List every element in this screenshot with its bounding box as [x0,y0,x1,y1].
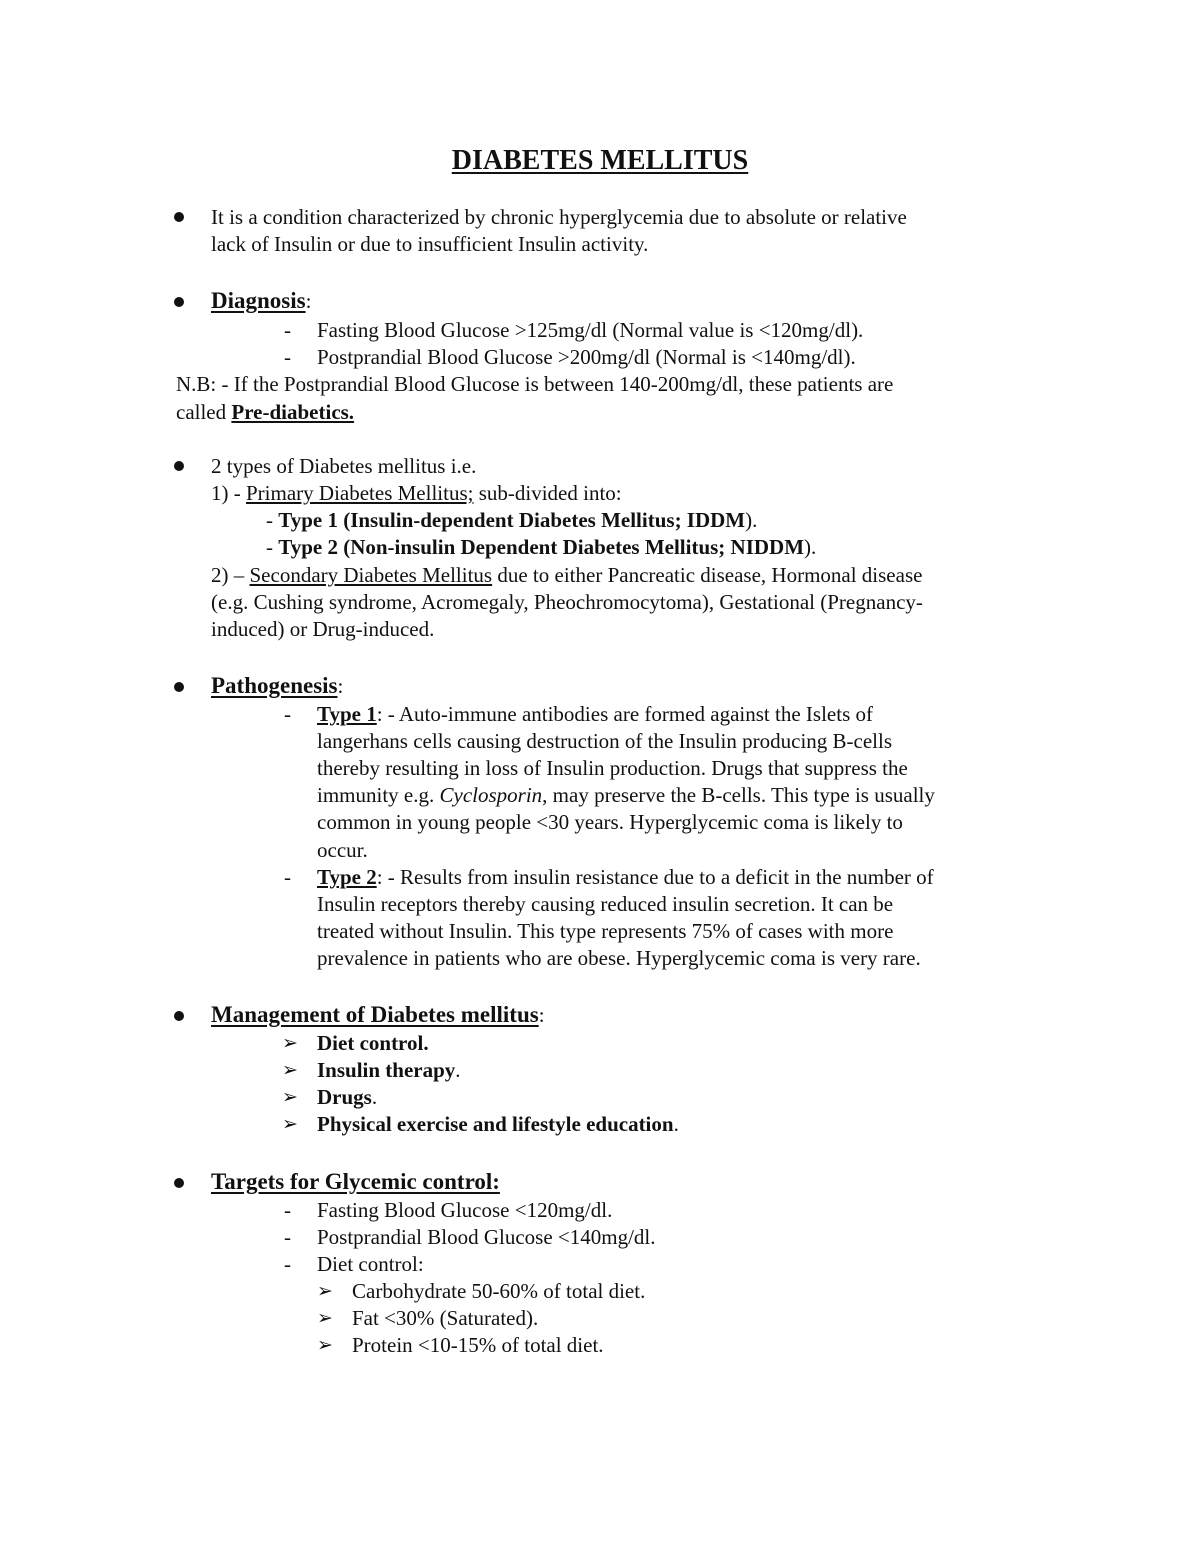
dash-marker: - [284,1225,291,1249]
dash-marker: - [284,318,291,342]
path-type2-text: : - Results from insulin resistance due to a deficit in the number of [376,865,934,889]
path-type1-label: Type 1 [317,702,377,726]
diet-item: Fat <30% (Saturated). [352,1306,539,1330]
arrow-bullet-icon: ➢ [317,1307,333,1329]
diagnosis-heading: Diagnosis [211,288,306,313]
management-item-suffix: . [371,1085,378,1109]
pathogenesis-colon: : [337,674,344,698]
type2-line [266,534,816,561]
bullet-icon [174,682,184,692]
type1-end: ). [745,508,758,532]
nb-line-1: N.B: - If the Postprandial Blood Glucose is between 140-200mg/dl, these patients are [176,372,894,396]
targets-item: Diet control: [317,1252,424,1276]
bullet-icon [174,212,184,222]
primary-line [211,480,622,507]
path-type2-line-4: prevalence in patients who are obese. Hyperglycemic coma is very rare. [317,946,921,970]
management-item-text: Drugs [317,1085,372,1109]
dash-marker: - [284,702,291,726]
management-colon: : [538,1003,545,1027]
nb-prefix: called [176,400,232,424]
path-type2-label: Type 2 [317,865,377,889]
arrow-bullet-icon: ➢ [317,1280,333,1302]
arrow-bullet-icon: ➢ [282,1113,298,1135]
management-item-suffix: . [673,1112,679,1136]
secondary-number: 2) – [211,563,250,587]
secondary-label: Secondary Diabetes Mellitus [249,563,493,587]
targets-item: Postprandial Blood Glucose <140mg/dl. [317,1225,656,1249]
management-heading-line [211,1001,545,1029]
path-type1-line4-pre: immunity e.g. [317,783,440,807]
path-type1-line-3: thereby resulting in loss of Insulin production. Drugs that suppress the [317,756,908,780]
management-item-text: Diet control. [317,1031,429,1055]
secondary-line-2: (e.g. Cushing syndrome, Acromegaly, Pheochromocytoma), Gestational (Pregnancy- [211,590,923,614]
diet-item: Protein <10-15% of total diet. [352,1333,604,1357]
primary-rest: sub-divided into: [473,481,622,505]
arrow-bullet-icon: ➢ [282,1086,298,1108]
primary-number: 1) - [211,481,246,505]
primary-label: Primary Diabetes Mellitus; [246,481,474,505]
intro-line-1: It is a condition characterized by chronic hyperglycemia due to absolute or relative [211,205,907,229]
pathogenesis-heading: Pathogenesis [211,673,338,698]
path-type1-line-5: common in young people <30 years. Hyperglycemic coma is likely to [317,810,903,834]
targets-item: Fasting Blood Glucose <120mg/dl. [317,1198,613,1222]
bullet-icon [174,1011,184,1021]
path-type2-line-3: treated without Insulin. This type represents 75% of cases with more [317,919,894,943]
management-item [317,1111,679,1138]
management-item-text: Insulin therapy [317,1058,456,1082]
management-item [317,1057,461,1084]
management-heading: Management of Diabetes mellitus [211,1002,539,1027]
path-type1-line-2: langerhans cells causing destruction of the Insulin producing B-cells [317,729,893,753]
bullet-icon [174,1178,184,1188]
dash-marker: - [284,1252,291,1276]
dash-marker: - [284,345,291,369]
dash-marker: - [284,1198,291,1222]
intro-line-2: lack of Insulin or due to insufficient Insulin activity. [211,232,649,256]
path-type1-line-4 [317,782,935,809]
diagnosis-colon: : [305,289,312,313]
path-type2-line-2: Insulin receptors thereby causing reduced insulin secretion. It can be [317,892,894,916]
type1-line [266,507,757,534]
dash-marker: - [284,865,291,889]
arrow-bullet-icon: ➢ [317,1334,333,1356]
secondary-line-3: induced) or Drug-induced. [211,617,435,641]
types-intro: 2 types of Diabetes mellitus i.e. [211,454,477,478]
pre-diabetics-term: Pre-diabetics. [231,400,355,424]
secondary-rest: due to either Pancreatic disease, Hormonal disease [492,563,923,587]
management-item [317,1084,377,1111]
page-title: DIABETES MELLITUS [451,145,749,176]
bullet-icon [174,461,184,471]
diet-item: Carbohydrate 50-60% of total diet. [352,1279,646,1303]
arrow-bullet-icon: ➢ [282,1032,298,1054]
path-type2-line-1 [317,864,934,891]
cyclosporin-term: Cyclosporin [439,783,543,807]
type2-end: ). [804,535,817,559]
path-type1-line4-post: , may preserve the B-cells. This type is usually [542,783,935,807]
type1-text: Type 1 (Insulin-dependent Diabetes Mellitus; IDDM [278,508,746,532]
nb-line-2 [176,399,354,426]
management-item-suffix: . [455,1058,461,1082]
bullet-icon [174,297,184,307]
targets-heading-line [211,1168,500,1196]
type2-text: Type 2 (Non-insulin Dependent Diabetes Mellitus; NIDDM [278,535,805,559]
management-item [317,1030,429,1057]
path-type1-line-1 [317,701,873,728]
targets-heading: Targets for Glycemic control: [211,1169,500,1194]
type1-dash: - [266,508,279,532]
pathogenesis-heading-line [211,672,343,700]
path-type1-line-6: occur. [317,838,368,862]
diagnosis-heading-line [211,287,311,315]
secondary-line-1 [211,562,922,589]
arrow-bullet-icon: ➢ [282,1059,298,1081]
type2-dash: - [266,535,279,559]
management-item-text: Physical exercise and lifestyle education [317,1112,674,1136]
path-type1-text: : - Auto-immune antibodies are formed against the Islets of [376,702,873,726]
diagnosis-item: Fasting Blood Glucose >125mg/dl (Normal value is <120mg/dl). [317,318,864,342]
diagnosis-item: Postprandial Blood Glucose >200mg/dl (Normal is <140mg/dl). [317,345,856,369]
